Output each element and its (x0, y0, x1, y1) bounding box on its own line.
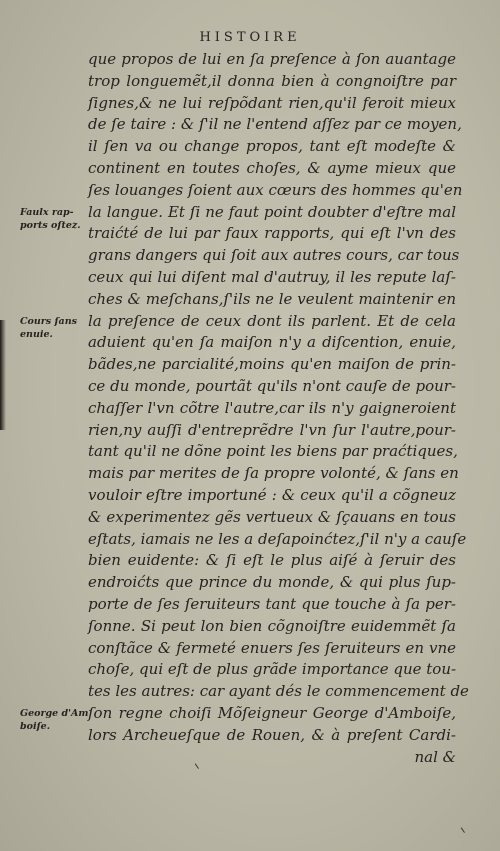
text-line: que propos de lui en ſa preſence à ſon auantage (88, 50, 456, 68)
text-line: ceux qui lui diſent mal d'autruy, il les repute laſ- (88, 267, 456, 286)
text-line: choſe, qui eſt de plus grãde importance que tou- (88, 660, 457, 679)
text-line: grans dangers qui ſoit aux autres cours, car tous (88, 246, 460, 265)
text-line: la preſence de ceux dont ils parlent. Et de cela (88, 311, 456, 330)
margin-note-line: Faulx rap- (20, 206, 74, 218)
text-line: chaſſer l'vn cõtre l'autre,car ils n'y gaigneroient (88, 398, 456, 417)
text-line: la langue. Et ſi ne faut point doubter d'eſtre mal (88, 202, 456, 221)
text-line: eſtats, iamais ne les a deſapoinćtez,ſ'il n'y a cauſe (88, 529, 467, 548)
text-line: rien,ny auſſi d'entreprẽdre l'vn ſur l'autre,pour- (88, 420, 456, 439)
ink-speck (461, 825, 469, 833)
text-line: tes les autres: car ayant dés le commencement de (88, 682, 469, 701)
text-line: & experimentez gẽs vertueux & ſçauans en tous (88, 507, 456, 526)
text-line: bien euidente: & ſi eſt le plus aiſé à ſeruir des (88, 551, 456, 570)
text-line: ſes louanges ſoient aux cœurs des hommes qu'en (88, 180, 463, 199)
main-text-block (88, 49, 469, 768)
text-line: tant qu'il ne dõne point les biens par praćtiques, (88, 442, 458, 461)
margin-note (20, 206, 81, 232)
text-line: lors Archeueſque de Rouen, & à preſent Cardi- (88, 725, 456, 744)
margin-note-line: George d'Am (20, 708, 89, 719)
text-line: ſignes,& ne lui reſpõdant rien,qu'il feroit mieux (88, 93, 456, 112)
text-line: ſonne. Si peut lon bien cõgnoiſtre euidemmẽt ſa (88, 616, 456, 635)
text-line: porte de ſes ſeruiteurs tant que touche à ſa per- (88, 594, 456, 613)
text-line: endroićts que prince du monde, & qui plus ſup- (88, 573, 456, 592)
text-line: bãdes,ne parcialité,moins qu'en maiſon de prin- (88, 355, 456, 374)
text-line: trop longuemẽt,il donna bien à congnoiſtre par (88, 71, 456, 90)
text-line: aduient qu'en ſa maiſon n'y a diſcention, enuie, (88, 333, 456, 352)
text-line: ce du monde, pourtãt qu'ils n'ont cauſe de pour- (88, 376, 456, 395)
text-line: il ſen va ou change propos, tant eſt modeſte & (88, 137, 456, 156)
margin-note-line: boiſe. (20, 721, 51, 732)
text-line: continent en toutes choſes, & ayme mieux que (88, 158, 456, 177)
text-line: nal & (414, 747, 456, 766)
text-line: mais par merites de ſa propre volonté, & ſans en (88, 464, 459, 483)
text-line: traićté de lui par faux rapports, qui eſt l'vn des (88, 224, 456, 243)
text-line: ſon regne choiſi Mõſeigneur George d'Amboiſe, (88, 703, 456, 722)
text-line: de ſe taire : & ſ'il ne l'entend aſſez par ce moyen, (88, 115, 462, 134)
text-line: vouloir eſtre importuné : & ceux qu'il a cõgneuz (88, 485, 456, 504)
binding-shadow (0, 320, 6, 430)
margin-note (20, 707, 88, 733)
margin-note-line: enuie. (20, 328, 53, 340)
running-header: HISTOIRE (199, 30, 301, 45)
margin-note-line: ports oſtez. (20, 219, 81, 231)
margin-note (20, 315, 77, 341)
text-line: ches & meſchans,ſ'ils ne le veulent maintenir en (88, 289, 456, 308)
margin-note-line: Cours ſans (20, 315, 77, 327)
text-line: conſtãce & fermeté enuers ſes ſeruiteurs en vne (88, 638, 456, 657)
